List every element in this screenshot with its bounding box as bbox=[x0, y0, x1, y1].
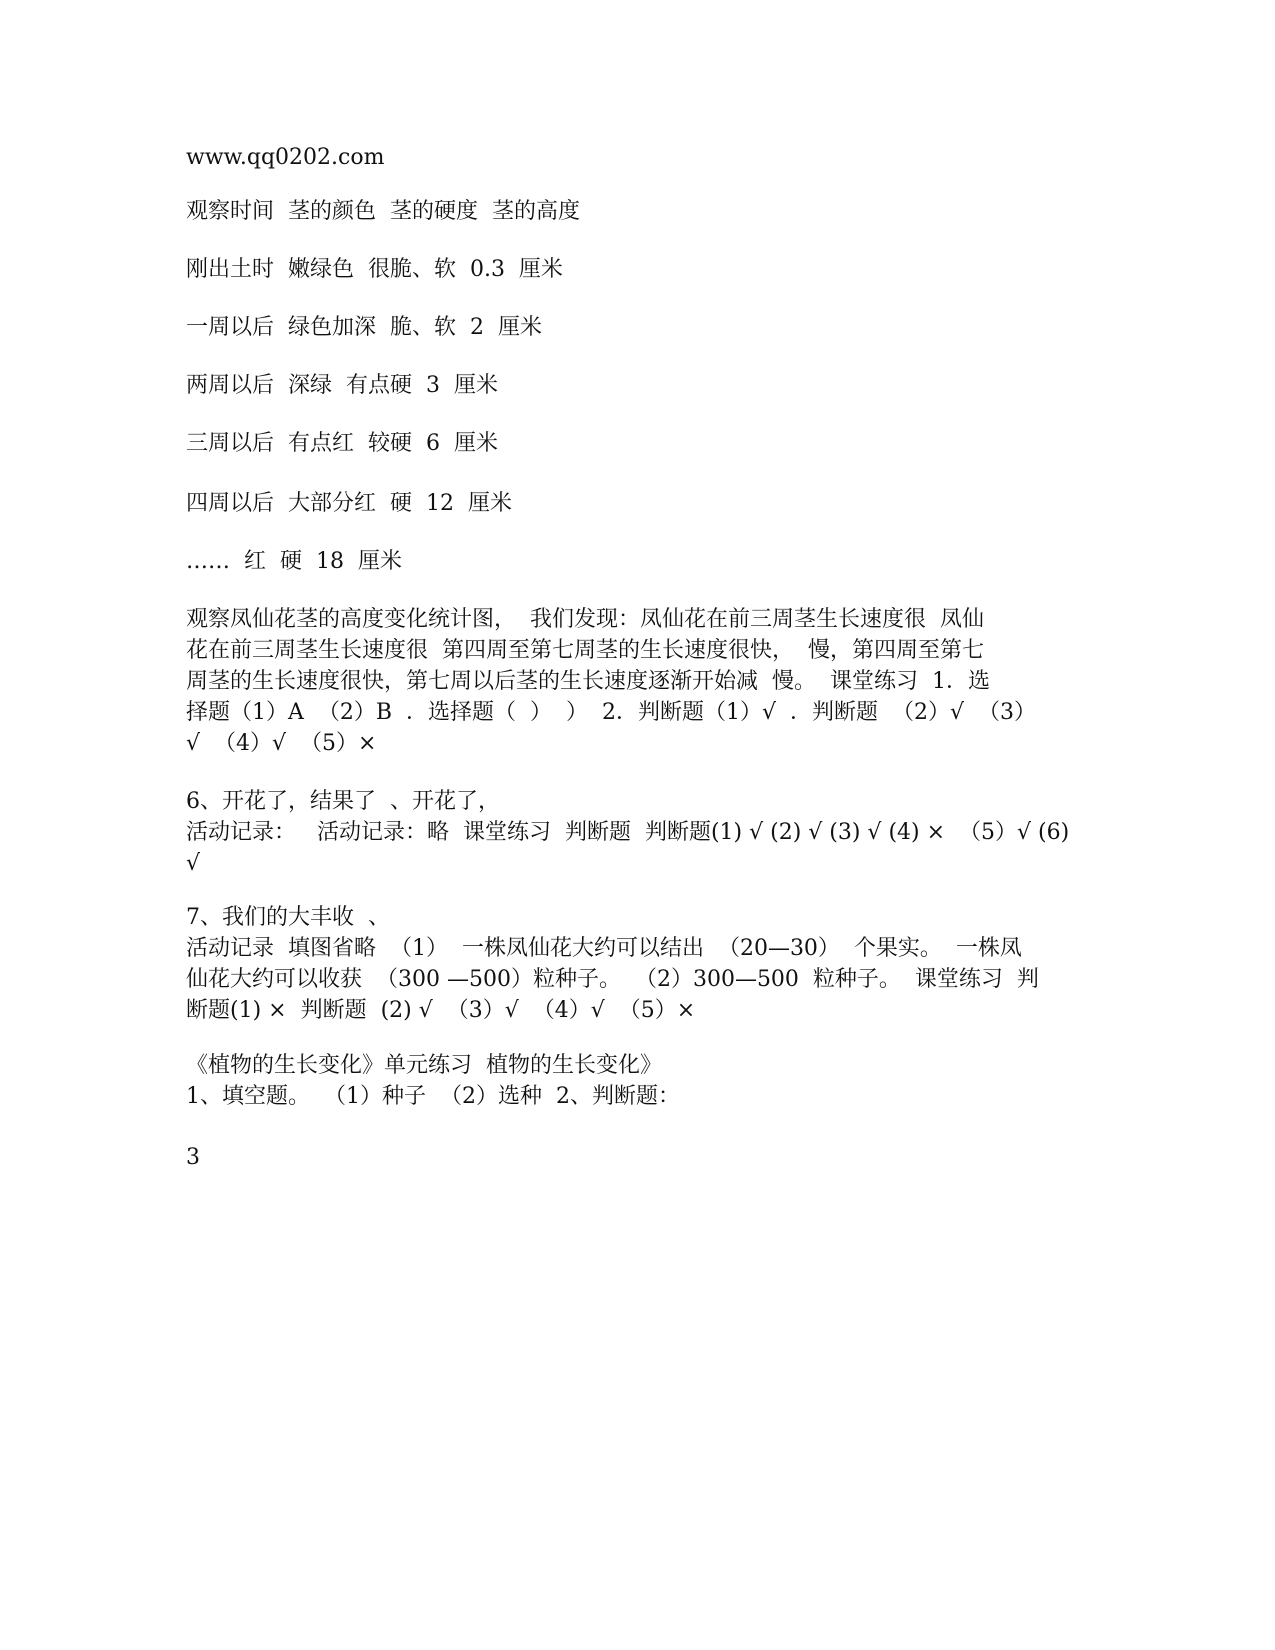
unit-exercise-section bbox=[186, 1050, 1096, 1112]
table-row: 一周以后 绿色加深 脆、软 2 厘米 bbox=[186, 315, 542, 340]
table-row: 四周以后 大部分红 硬 12 厘米 bbox=[186, 491, 512, 516]
paragraph-line: 仙花大约可以收获 （300 —500）粒种子。 （2）300—500 粒种子。 课堂练习 判 bbox=[186, 967, 1039, 992]
table-row: 两周以后 深绿 有点硬 3 厘米 bbox=[186, 373, 498, 398]
paragraph-line: 活动记录： 活动记录：略 课堂练习 判断题 判断题(1) √ (2) √ (3) √ (4) × （5）√ (6) bbox=[186, 820, 1070, 845]
paragraph-line: √ （4）√ （5）× bbox=[186, 731, 377, 756]
paragraph-line: 1、填空题。 （1）种子 （2）选种 2、判断题： bbox=[186, 1084, 680, 1109]
paragraph-line: √ bbox=[186, 851, 201, 876]
section-heading: 7、我们的大丰收 、 bbox=[186, 905, 390, 930]
paragraph-line: 活动记录 填图省略 （1） 一株凤仙花大约可以结出 （20—30） 个果实。 一株凤 bbox=[186, 936, 1022, 961]
section-heading: 《植物的生长变化》单元练习 植物的生长变化》 bbox=[186, 1053, 662, 1078]
table-row: …… 红 硬 18 厘米 bbox=[186, 549, 402, 574]
section-heading: 6、开花了，结果了 、开花了， bbox=[186, 789, 500, 814]
table-row: 刚出土时 嫩绿色 很脆、软 0.3 厘米 bbox=[186, 257, 563, 282]
page-number: 3 bbox=[186, 1145, 200, 1170]
table-header-row: 观察时间 茎的颜色 茎的硬度 茎的高度 bbox=[186, 199, 580, 224]
table-row: 三周以后 有点红 较硬 6 厘米 bbox=[186, 431, 498, 456]
paragraph-line: 观察凤仙花茎的高度变化统计图， 我们发现：凤仙花在前三周茎生长速度很 凤仙 bbox=[186, 607, 984, 632]
paragraph-line: 断题(1) × 判断题 (2) √ （3）√ （4）√ （5）× bbox=[186, 998, 696, 1023]
paragraph-line: 周茎的生长速度很快，第七周以后茎的生长速度逐渐开始减 慢。 课堂练习 1．选 bbox=[186, 669, 990, 694]
lesson-6-section bbox=[186, 786, 1096, 879]
header-url: www.qq0202.com bbox=[186, 145, 385, 170]
lesson-7-section bbox=[186, 902, 1096, 1026]
paragraph-line: 择题（1）A （2）B ．选择题（ ） ） 2．判断题（1）√ ．判断题 （2）√ （3） bbox=[186, 700, 1036, 725]
observation-paragraph bbox=[186, 604, 1096, 759]
paragraph-line: 花在前三周茎生长速度很 第四周至第七周茎的生长速度很快， 慢，第四周至第七 bbox=[186, 638, 984, 663]
